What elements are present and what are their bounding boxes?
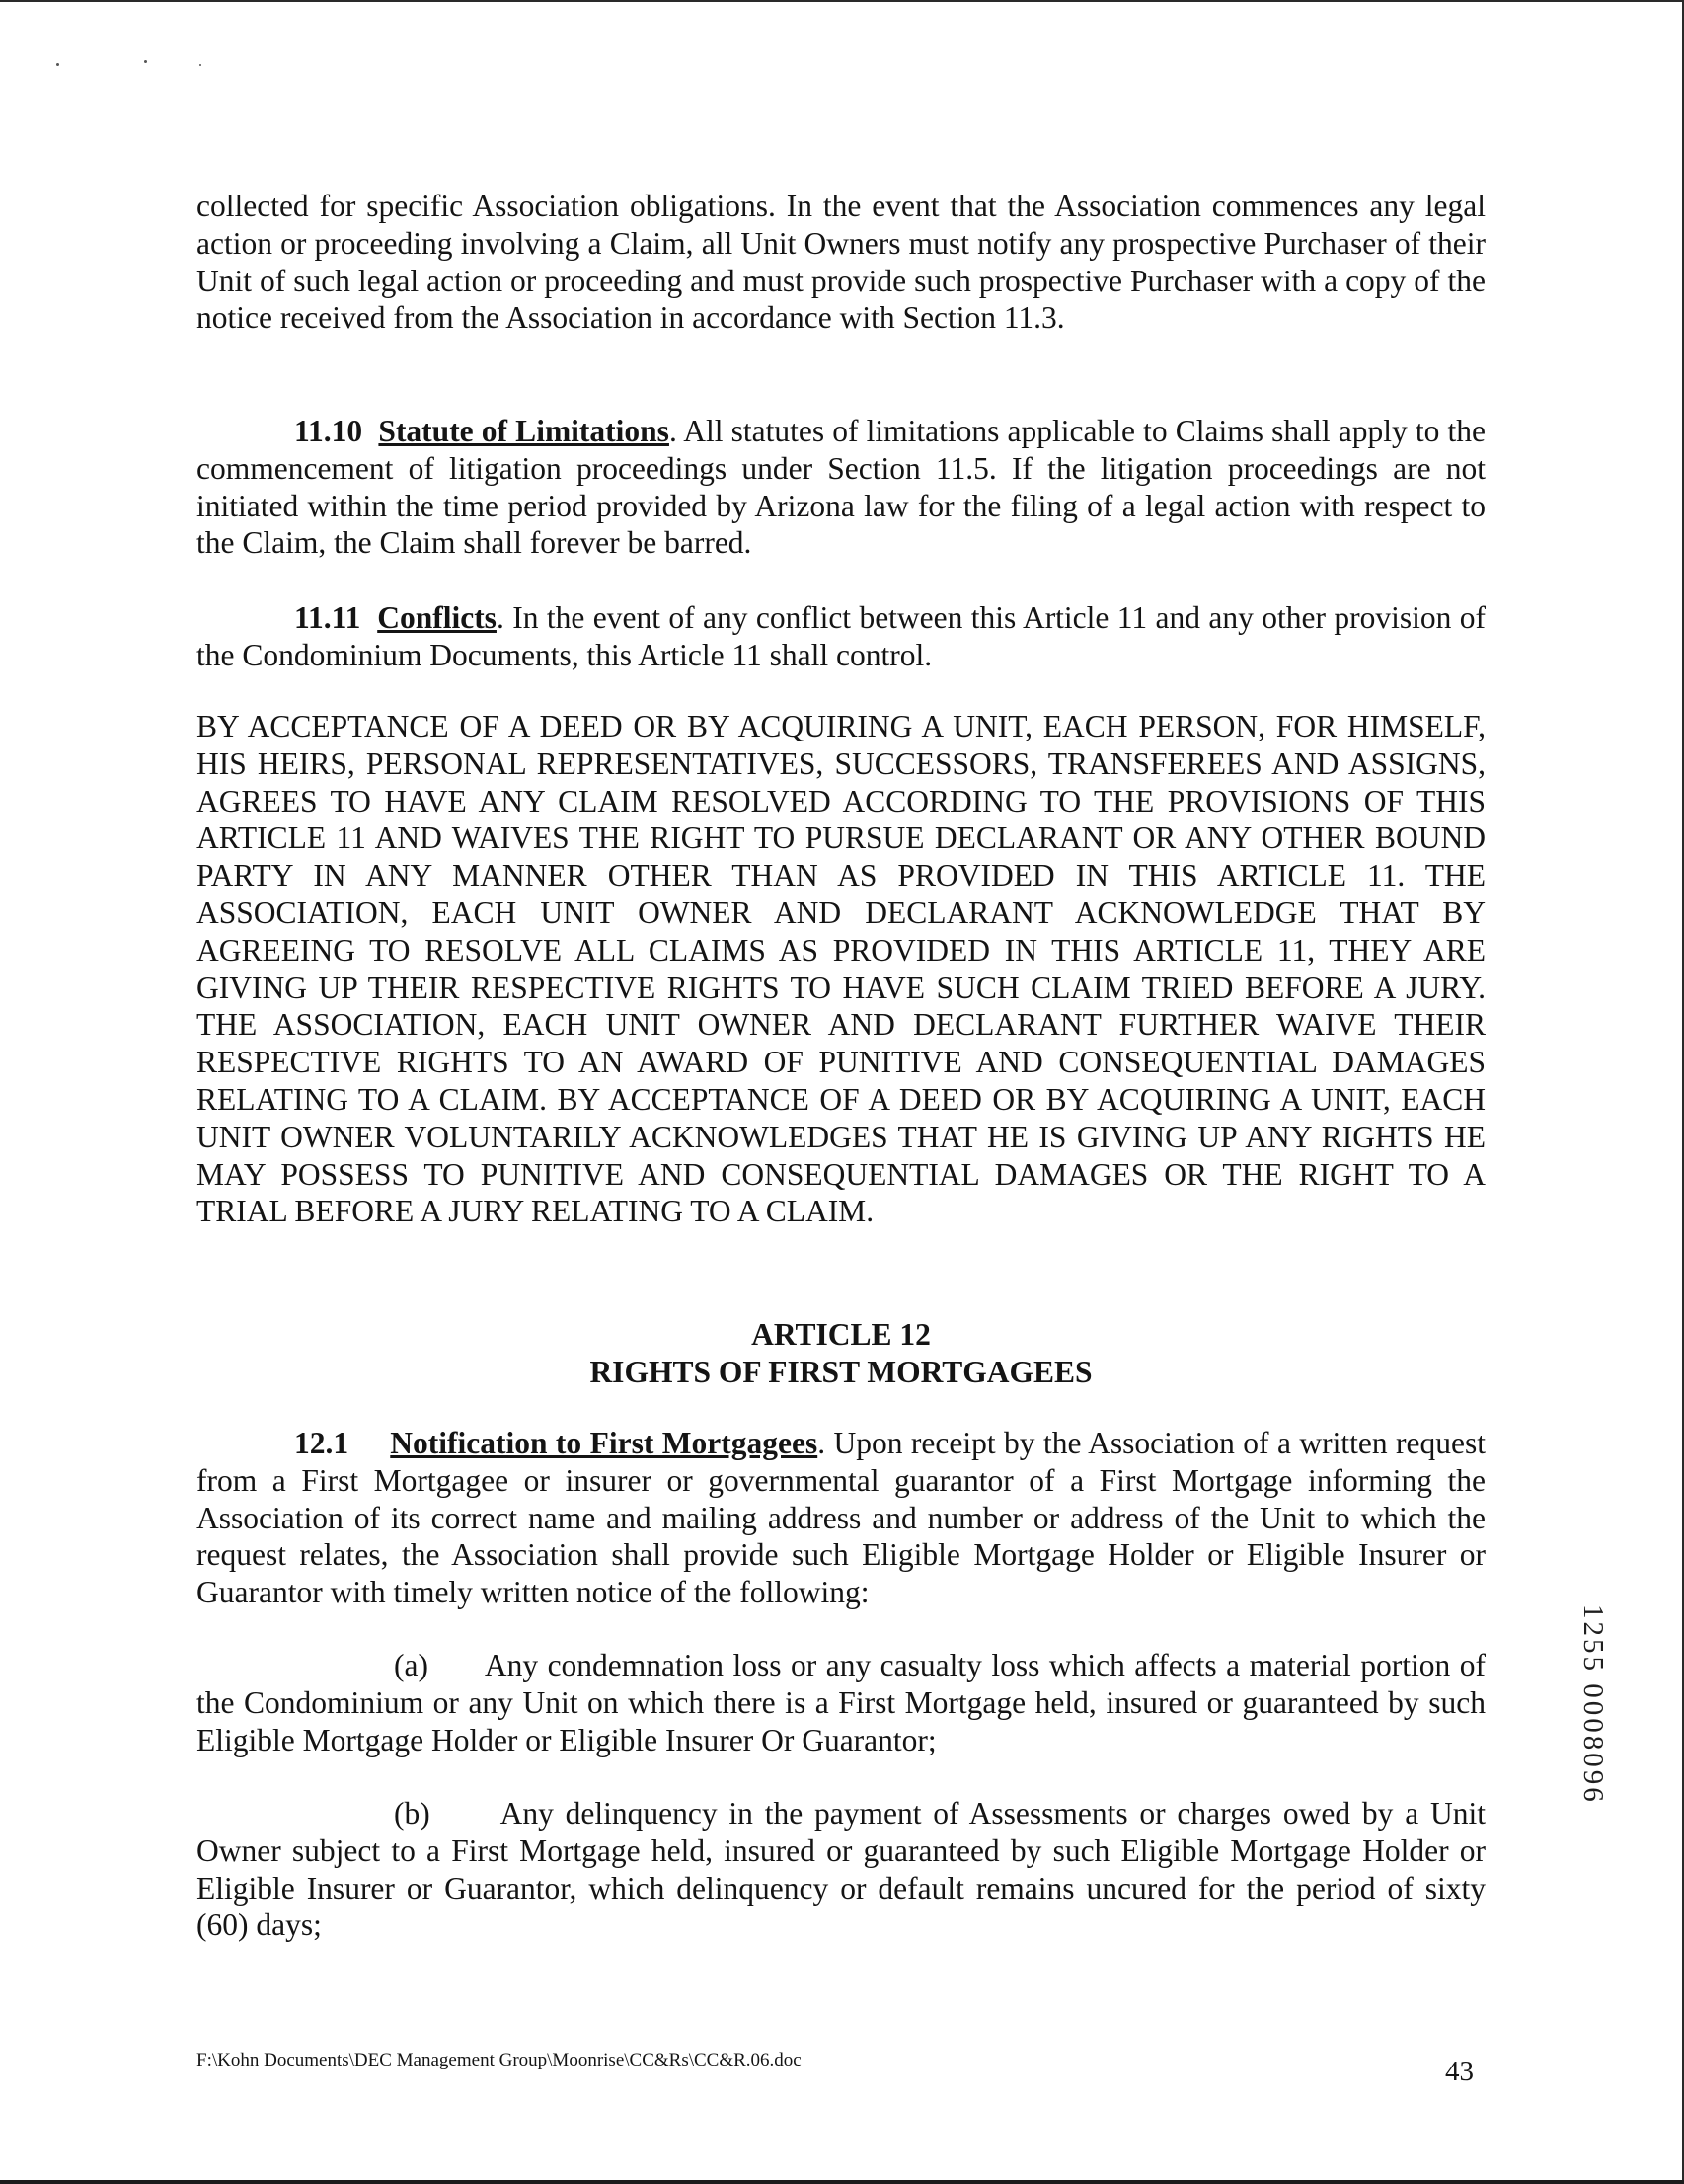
section-11-10 (196, 413, 1486, 562)
list-item-label: (a) (394, 1648, 428, 1682)
list-item-b (196, 1795, 1486, 1944)
section-11-11 (196, 599, 1486, 674)
section-text: . All statutes of limitations applicable to Claims shall apply to the commencement of litigation proceedings under Section 11.5. If the litigation proceedings are not initiated within the time period provided by Arizona law for the filing of a legal action with respect to the Claim, the Claim shall forever be barred. (196, 414, 1487, 561)
page-number: 43 (1445, 2056, 1474, 2087)
section-12-1 (196, 1425, 1486, 1611)
section-title: Statute of Limitations (378, 414, 669, 448)
paragraph-text: collected for specific Association obligations. In the event that the Association commences any legal action or proceeding involving a Claim, all Unit Owners must notify any prospective Purchaser of their Unit of such legal action or proceeding and must provide such prospective Purchaser with a copy of the notice received from the Association in accordance with Section 11.3. (196, 189, 1486, 336)
section-text: . Upon receipt by the Association of a written request from a First Mortgagee or insurer or governmental guarantor of a First Mortgage informing the Association of its correct name and mailing address and number or address of the Unit to which the request relates, the Association shall provide such Eligible Mortgage Holder or Eligible Insurer or Guarantor with timely written notice of the following: (196, 1426, 1487, 1610)
scan-speck (199, 64, 201, 66)
section-number: 11.11 (294, 600, 361, 635)
section-title: Conflicts (377, 600, 497, 635)
article-heading: ARTICLE 12 (751, 1317, 931, 1352)
footer-file-path: F:\Kohn Documents\DEC Management Group\Moonrise\CC&Rs\CC&R.06.doc (196, 2050, 802, 2070)
list-item-text: Any condemnation loss or any casualty loss which affects a material portion of the Condominium or any Unit on which there is a First Mortgage held, insured or guaranteed by such Eligible Mortgage Holder or Eligible Insurer Or Guarantor; (196, 1648, 1486, 1757)
list-item-a (196, 1647, 1486, 1758)
section-number: 11.10 (294, 414, 363, 448)
section-text: . In the event of any conflict between this Article 11 and any other provision of the Condominium Documents, this Article 11 shall control. (196, 600, 1487, 672)
article-subheading: RIGHTS OF FIRST MORTGAGEES (589, 1355, 1093, 1389)
scan-speck (56, 63, 59, 66)
caps-text: BY ACCEPTANCE OF A DEED OR BY ACQUIRING A UNIT, EACH PERSON, FOR HIMSELF, HIS HEIRS, PERSONAL REPRESENTATIVES, SUCCESSORS, TRANSFEREES AND ASSIGNS, AGREES TO HAVE ANY CLAIM RESOLVED ACCORDING TO THE PROVISIONS OF THIS ARTICLE 11 AND WAIVES THE RIGHT TO PURSUE DECLARANT OR ANY OTHER BOUND PARTY IN ANY MANNER OTHER THAN AS PROVIDED IN THIS ARTICLE 11. THE ASSOCIATION, EACH UNIT OWNER AND DECLARANT ACKNOWLEDGE THAT BY AGREEING TO RESOLVE ALL CLAIMS AS PROVIDED IN THIS ARTICLE 11, THEY ARE GIVING UP THEIR RESPECTIVE RIGHTS TO HAVE SUCH CLAIM TRIED BEFORE A JURY. THE ASSOCIATION, EACH UNIT OWNER AND DECLARANT FURTHER WAIVE THEIR RESPECTIVE RIGHTS TO AN AWARD OF PUNITIVE AND CONSEQUENTIAL DAMAGES RELATING TO A CLAIM. BY ACCEPTANCE OF A DEED OR BY ACQUIRING A UNIT, EACH UNIT OWNER VOLUNTARILY ACKNOWLEDGES THAT HE IS GIVING UP ANY RIGHTS HE MAY POSSESS TO PUNITIVE AND CONSEQUENTIAL DAMAGES OR THE RIGHT TO A TRIAL BEFORE A JURY RELATING TO A CLAIM. (196, 709, 1486, 1229)
jury-waiver-caps-block (196, 708, 1486, 1230)
scan-speck (144, 60, 147, 63)
paragraph-continuation (196, 188, 1486, 337)
section-number: 12.1 (294, 1426, 349, 1460)
list-item-label: (b) (394, 1796, 430, 1831)
scan-edge-bottom (0, 2180, 1684, 2184)
section-title: Notification to First Mortgagees (390, 1426, 818, 1460)
list-item-text: Any delinquency in the payment of Assessments or charges owed by a Unit Owner subject to a First Mortgage held, insured or guaranteed by such Eligible Mortgage Holder or Eligible Insurer or Guarantor, which delinquency or default remains uncured for the period of sixty (60) days; (196, 1796, 1486, 1943)
scan-edge-top (0, 0, 1684, 2)
bates-number: 1255 0008096 (1577, 1604, 1609, 1805)
bates-stamp (1577, 1604, 1629, 1861)
